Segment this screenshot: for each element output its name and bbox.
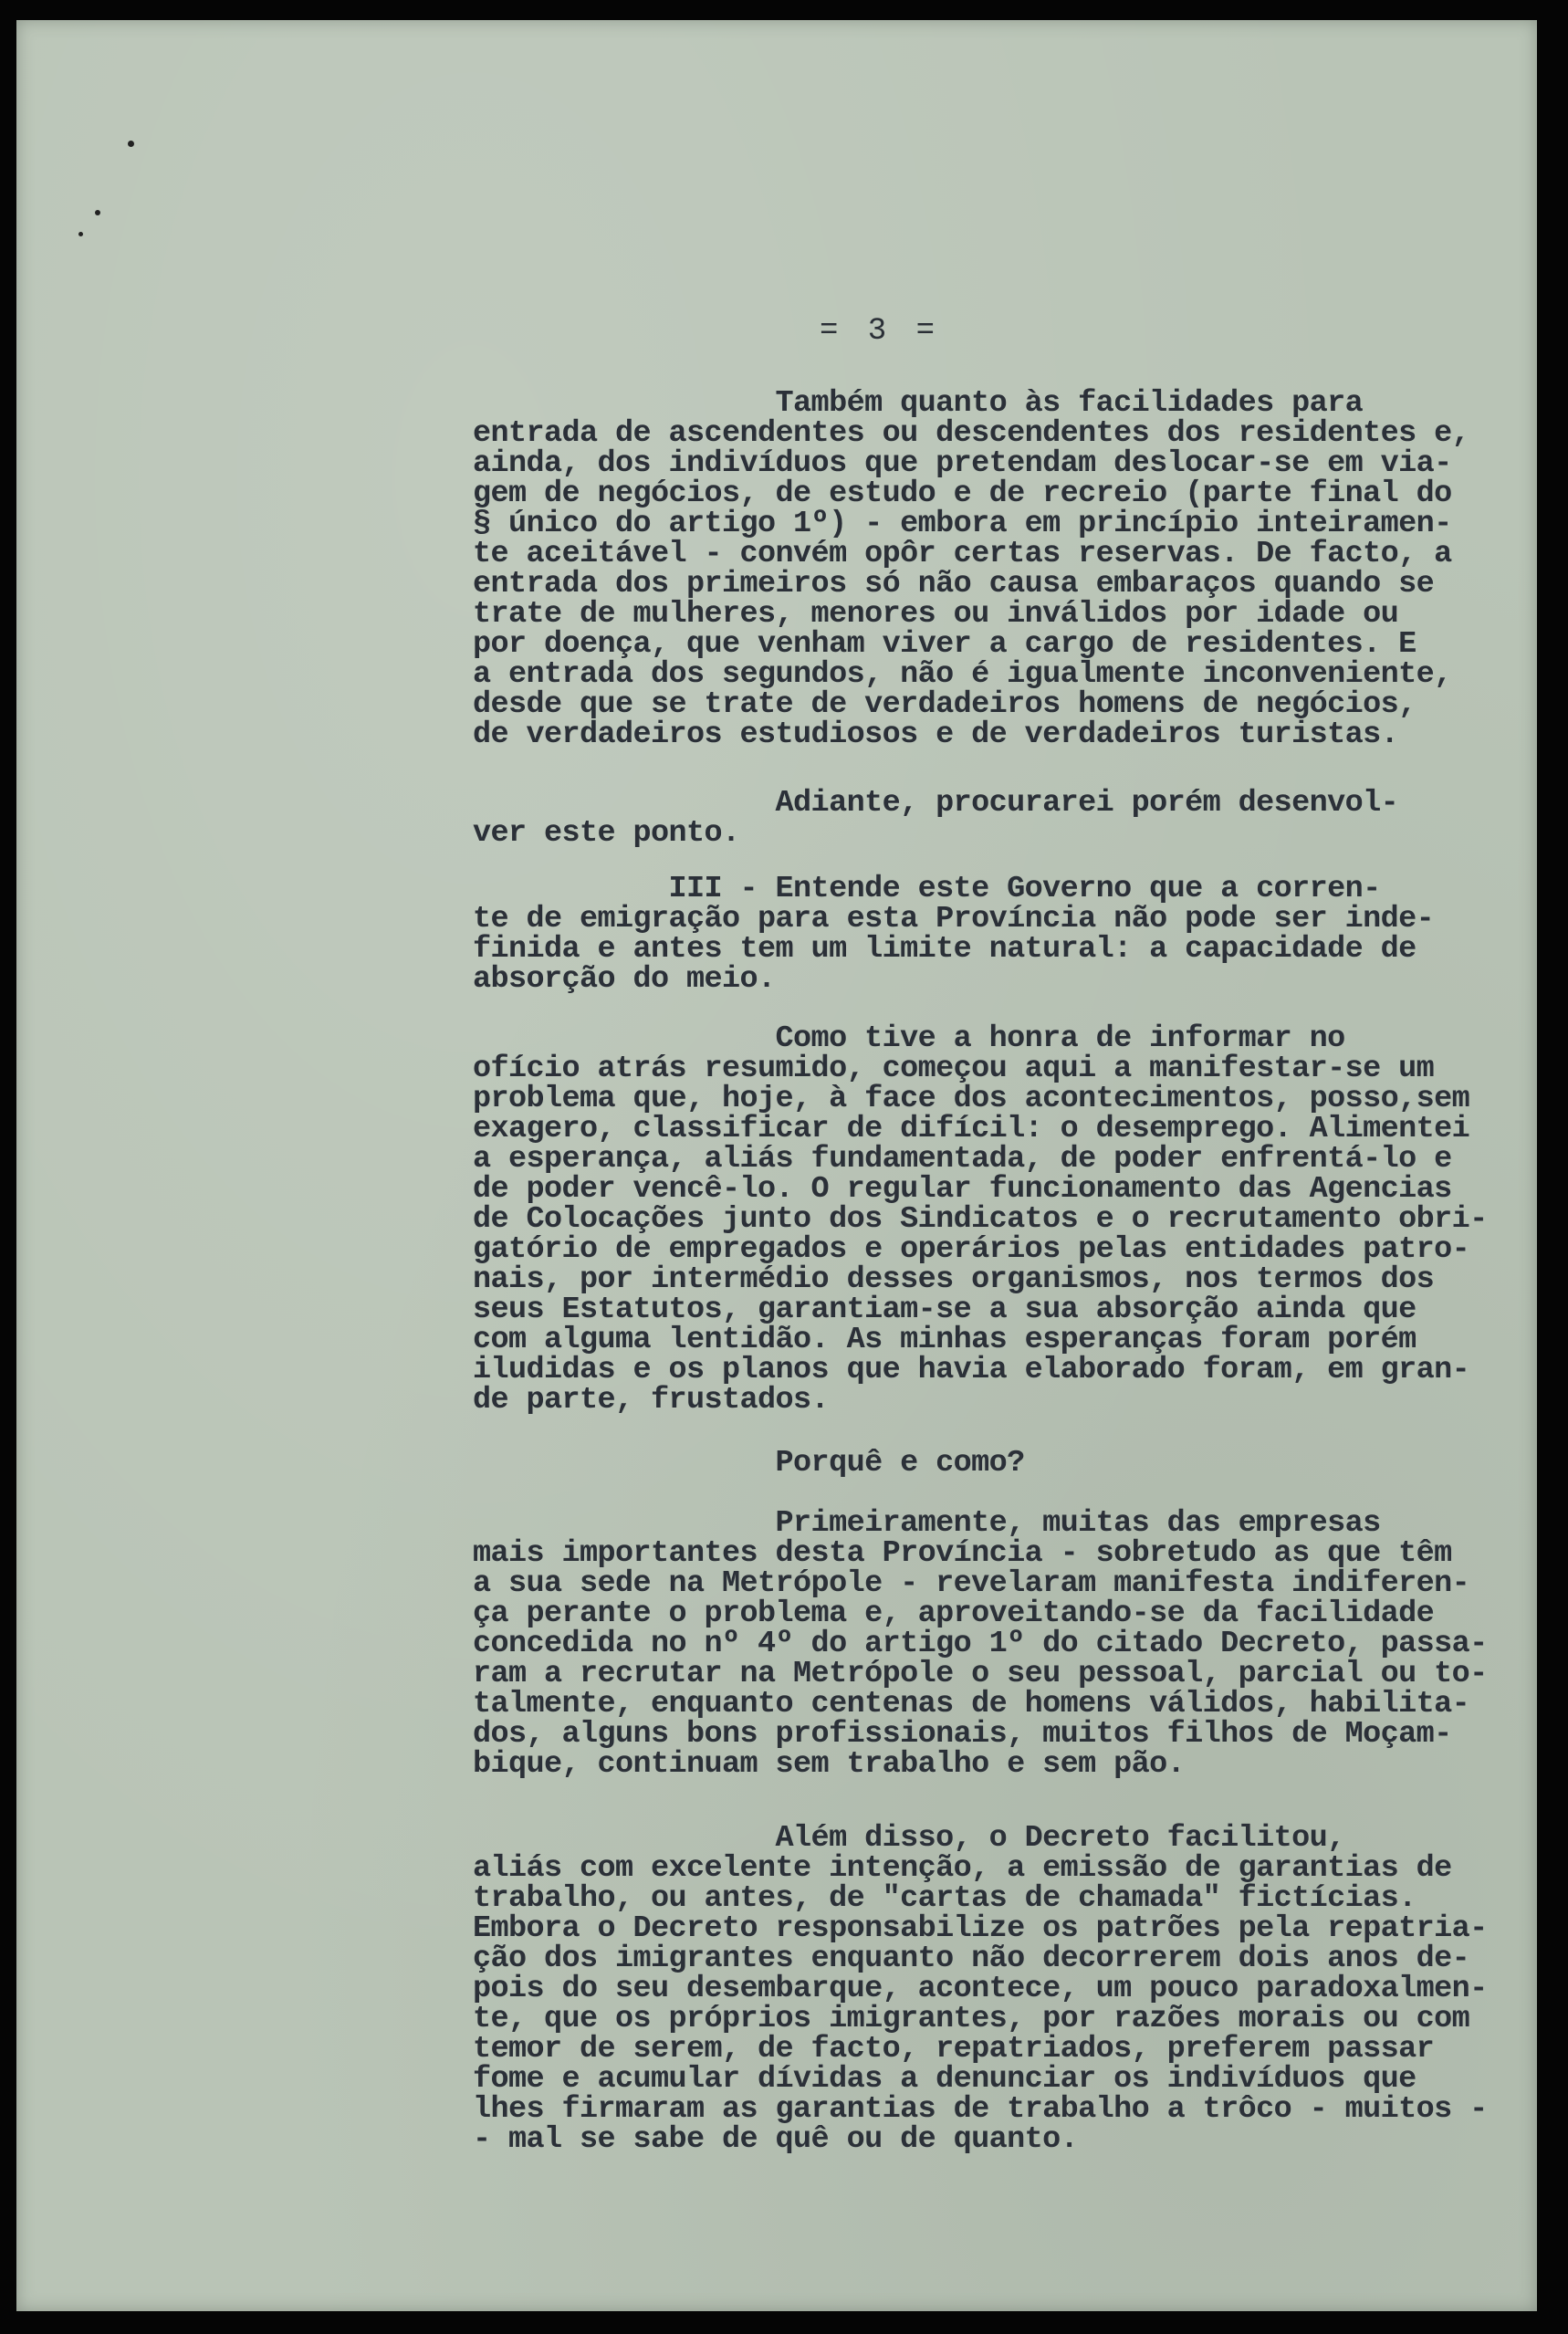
paragraph-porque-e-como: Porquê e como?: [473, 1446, 1025, 1481]
document-page: [16, 20, 1537, 2311]
paragraph-adiante: Adiante, procurarei porém desenvol- ver este ponto.: [473, 786, 1399, 851]
page-number: = 3 =: [820, 314, 941, 349]
paragraph-section-iii: III - Entende este Governo que a corren- te de emigração para esta Província não pode ser inde- finida e antes tem um limite natural: a capacidade de absorção do meio.: [473, 872, 1435, 997]
paragraph-alem-disso: Além disso, o Decreto facilitou, aliás com excelente intenção, a emissão de garantias de trabalho, ou antes, de "cartas de chamada" fictícias. Embora o Decreto responsabilize os patrões pela repatria- ção dos imigrantes enquanto não decorrerem dois anos de- pois do seu desembarque, acontece, um pouco paradoxalmen- te, que os próprios imigrantes, por razões morais ou com temor de serem, de facto, repatriados, preferem passar fome e acumular dívidas a denunciar os indivíduos que lhes firmaram as garantias de trabalho a trôco - muitos - - mal se sabe de quê ou de quanto.: [473, 1821, 1488, 2157]
paragraph-primeiramente: Primeiramente, muitas das empresas mais importantes desta Província - sobretudo as que têm a sua sede na Metrópole - revelaram manifesta indiferen- ça perante o problema e, aproveitando-se da facilidade concedida no nº 4º do artigo 1º do citado Decreto, passa- ram a recrutar na Metrópole o seu pessoal, parcial ou to- talmente, enquanto centenas de homens válidos, habilita- dos, alguns bons profissionais, muitos filhos de Moçam- bique, continuam sem trabalho e sem pão.: [473, 1506, 1488, 1782]
punch-hole-mark: [95, 210, 100, 215]
punch-hole-mark: [78, 232, 83, 236]
punch-hole-mark: [128, 141, 134, 147]
paragraph-desemprego: Como tive a honra de informar no ofício atrás resumido, começou aqui a manifestar-se um problema que, hoje, à face dos acontecimentos, posso,sem exagero, classificar de difícil: o desemprego. Alimentei a esperança, aliás fundamentada, de poder enfrentá-lo e de poder vencê-lo. O regular funcionamento das Agencias de Colocações junto dos Sindicatos e o recrutamento obri- gatório de empregados e operários pelas entidades patro- nais, por intermédio desses organismos, nos termos dos seus Estatutos, garantiam-se a sua absorção ainda que com alguma lentidão. As minhas esperanças foram porém iludidas e os planos que havia elaborado foram, em gran- de parte, frustados.: [473, 1021, 1488, 1418]
paragraph-family-entry: Também quanto às facilidades para entrada de ascendentes ou descendentes dos residentes e, ainda, dos indivíduos que pretendam deslocar-se em via- gem de negócios, de estudo e de recreio (parte final do § único do artigo 1º) - embora em princípio inteiramen- te aceitável - convém opôr certas reservas. De facto, a entrada dos primeiros só não causa embaraços quando se trate de mulheres, menores ou inválidos por idade ou por doença, que venham viver a cargo de residentes. E a entrada dos segundos, não é igualmente inconveniente, desde que se trate de verdadeiros homens de negócios, de verdadeiros estudiosos e de verdadeiros turistas.: [473, 386, 1470, 752]
